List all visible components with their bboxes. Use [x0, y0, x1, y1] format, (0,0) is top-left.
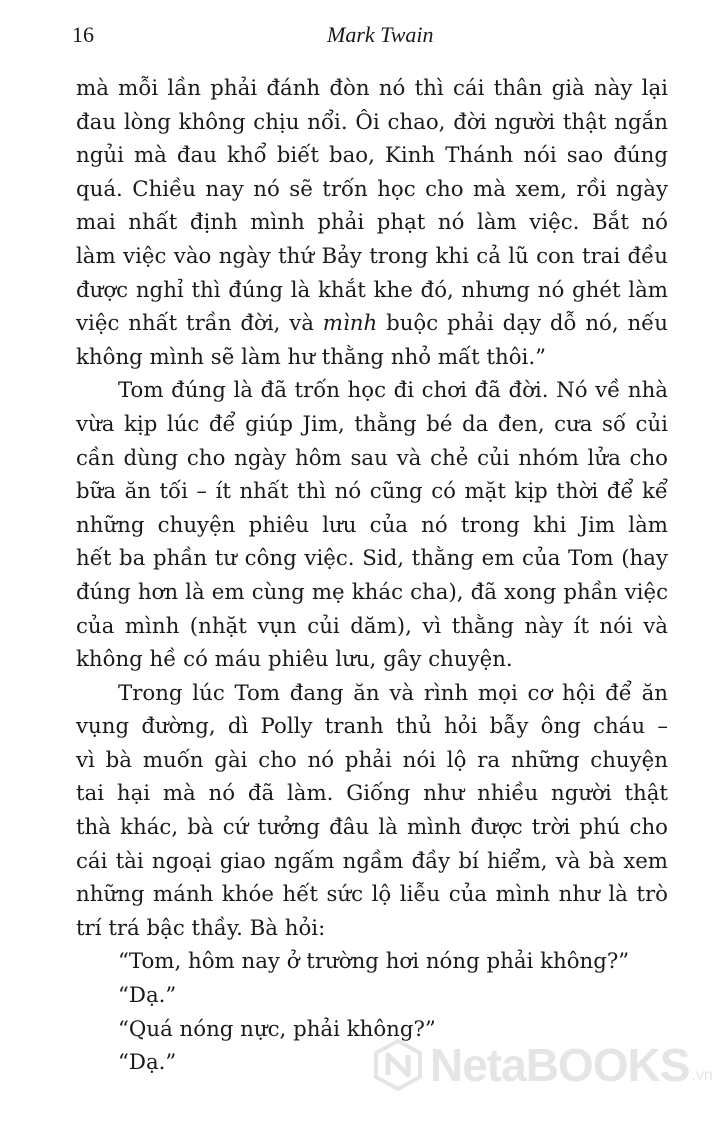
text-line: làm việc vào ngày thứ Bảy trong khi cả lũ con trai đều: [76, 243, 668, 269]
body-text: [76, 72, 668, 1080]
watermark-text: NetaBOOKS: [430, 1039, 690, 1091]
watermark-suffix: .vn: [691, 1067, 713, 1084]
text-line: của mình (nhặt vụn củi dăm), vì thằng này ít nói và: [76, 613, 668, 639]
text-line: quá. Chiều nay nó sẽ trốn học cho mà xem, rồi ngày: [76, 176, 668, 202]
text-line: những chuyện phiêu lưu của nó trong khi Jim làm: [76, 512, 668, 538]
text-line: vừa kịp lúc để giúp Jim, thằng bé da đen, cưa số củi: [76, 411, 668, 437]
text-line: mai nhất định mình phải phạt nó làm việc. Bắt nó: [76, 210, 668, 236]
text-line: đau lòng không chịu nổi. Ôi chao, đời người thật ngắn: [76, 109, 668, 135]
text-line: những mánh khóe hết sức lộ liễu của mình như là trò: [76, 882, 668, 908]
text-line: trí trá bậc thầy. Bà hỏi:: [76, 915, 326, 941]
text-line: mà mỗi lần phải đánh đòn nó thì cái thân già này lại: [76, 76, 668, 101]
text-line: thà khác, bà cứ tưởng đâu là mình được trời phú cho: [76, 815, 668, 841]
text-line: đúng hơn là em cùng mẹ khác cha), đã xong phần việc: [76, 579, 668, 605]
text-line: không mình sẽ làm hư thằng nhỏ mất thôi.”: [76, 344, 546, 370]
text-line: được nghỉ thì đúng là khắt khe đó, nhưng nó ghét làm: [76, 277, 668, 303]
text-line: tai hại mà nó đã làm. Giống như nhiều người thật: [76, 781, 668, 807]
text-line: Trong lúc Tom đang ăn và rình mọi cơ hội để ăn: [118, 680, 668, 706]
text-line: cái tài ngoại giao ngấm ngầm đầy bí hiểm, và bà xem: [76, 848, 668, 874]
dialogue-line: “Quá nóng nực, phải không?”: [118, 1016, 436, 1042]
text-line: hết ba phần tư công việc. Sid, thằng em của Tom (hay: [76, 546, 668, 572]
dialogue-line: “Tom, hôm nay ở trường hơi nóng phải không?”: [118, 949, 630, 975]
running-header-author: Mark Twain: [327, 22, 434, 47]
text-line: vụng đường, dì Polly tranh thủ hỏi bẫy ông cháu –: [76, 714, 668, 740]
dialogue-line: “Dạ.”: [118, 1050, 177, 1076]
emphasized-word: mình: [322, 311, 378, 337]
text-segment: việc nhất trần đời, và: [76, 311, 323, 337]
netabooks-logo-icon: [372, 1039, 424, 1091]
page-header: [72, 22, 648, 52]
page-number: 16: [72, 22, 94, 47]
text-line: Tom đúng là đã trốn học đi chơi đã đời. Nó về nhà: [118, 378, 668, 404]
text-line: ngủi mà đau khổ biết bao, Kinh Thánh nói sao đúng: [76, 143, 668, 169]
text-line: cần dùng cho ngày hôm sau và chẻ củi nhóm lửa cho: [76, 445, 668, 471]
text-line: vì bà muốn gài cho nó phải nói lộ ra những chuyện: [76, 747, 668, 773]
watermark: [372, 1038, 713, 1092]
text-segment: buộc phải dạy dỗ nó, nếu: [377, 311, 668, 337]
text-line: bữa ăn tối – ít nhất thì nó cũng có mặt kịp thời để kể: [76, 479, 668, 505]
text-line: [76, 307, 668, 341]
dialogue-line: “Dạ.”: [118, 983, 177, 1009]
text-line: không hề có máu phiêu lưu, gây chuyện.: [76, 647, 513, 673]
